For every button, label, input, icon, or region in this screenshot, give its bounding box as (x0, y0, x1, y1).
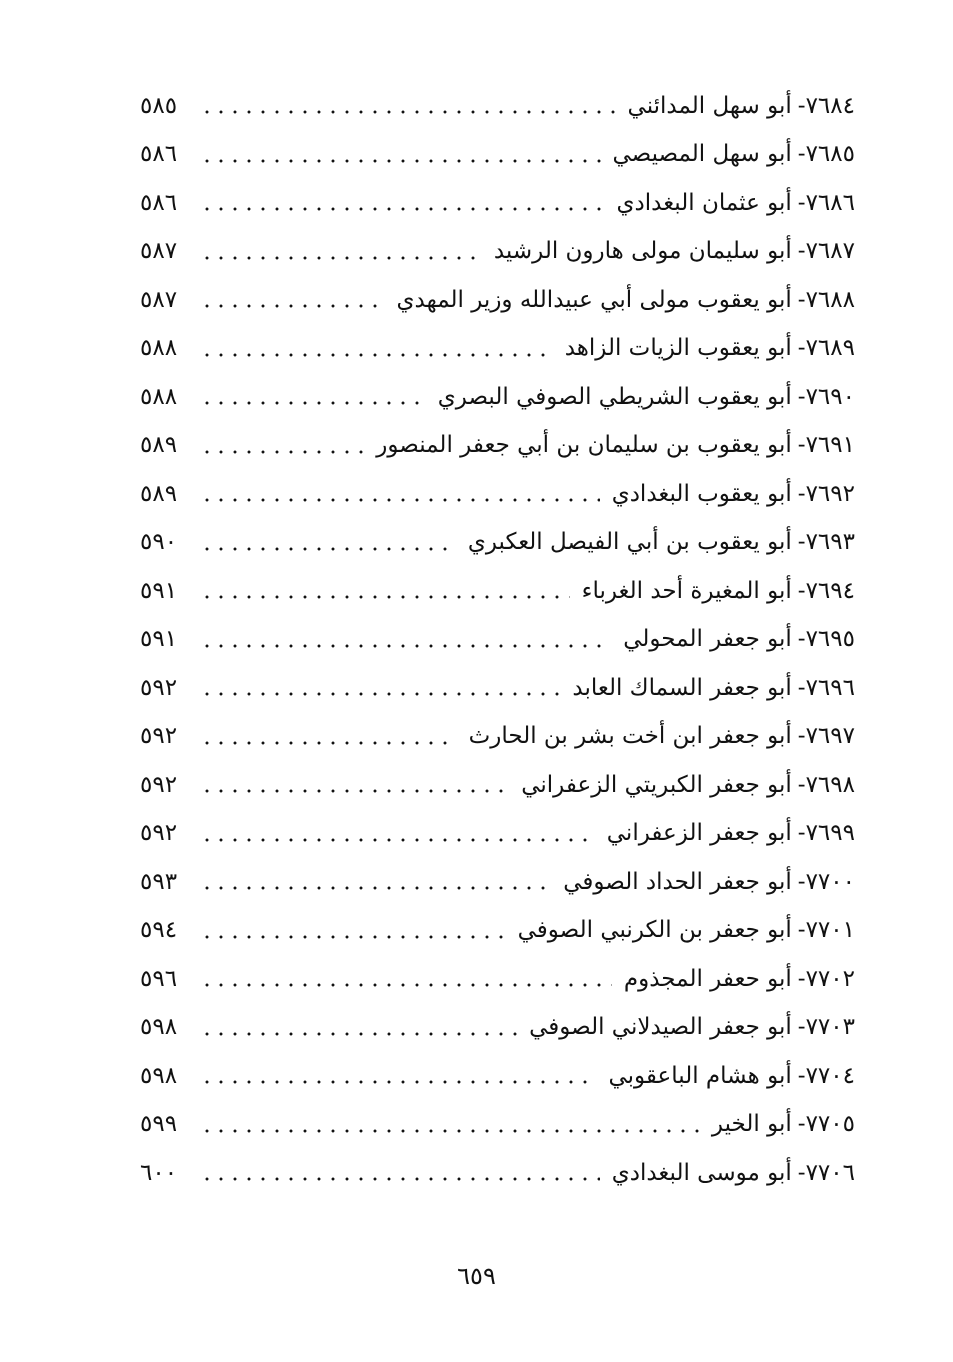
entry-page: ٥٨٨ (140, 335, 178, 362)
entry-page: ٥٨٧ (140, 286, 178, 313)
entry-page: ٥٩٠ (140, 529, 178, 556)
toc-entry (140, 761, 855, 810)
entry-number: ٧٧٠٦- (797, 1159, 855, 1186)
entry-number: ٧٦٩٠- (797, 383, 855, 410)
entry-number: ٧٦٩٨- (797, 771, 855, 798)
entry-page: ٥٩٨ (140, 1062, 178, 1089)
entry-page: ٥٩٨ (140, 1014, 178, 1041)
entry-number: ٧٦٩٢- (797, 480, 855, 507)
dot-leader (200, 1176, 600, 1182)
entry-number: ٧٦٨٥- (797, 141, 855, 168)
dot-leader (200, 1031, 517, 1037)
dot-leader (200, 158, 601, 164)
dot-leader (200, 303, 385, 309)
entry-title: أبو عثمان البغدادي (616, 189, 792, 216)
entry-title: أبو جعفر الصيدلاني الصوفي (529, 1014, 792, 1041)
entry-title: أبو جعفر ابن أخت بشر بن الحارث (468, 723, 792, 750)
entry-number: ٧٧٠٢- (797, 965, 855, 992)
toc-entry (140, 858, 855, 907)
entry-number: ٧٦٩١- (797, 432, 855, 459)
dot-leader (200, 400, 426, 406)
dot-leader (200, 497, 600, 503)
entry-page: ٥٩٤ (140, 917, 178, 944)
entry-number: ٧٦٩٧- (797, 723, 855, 750)
toc-entry (140, 1149, 855, 1198)
entry-title: أبو يعقوب البغدادي (611, 480, 792, 507)
dot-leader (200, 255, 482, 261)
table-of-contents (140, 82, 855, 1198)
dot-leader (200, 740, 457, 746)
toc-entry (140, 373, 855, 422)
dot-leader (200, 788, 509, 794)
entry-title: أبو يعقوب الزيات الزاهد (564, 335, 792, 362)
entry-page: ٦٠٠ (140, 1159, 178, 1186)
entry-page: ٥٨٦ (140, 141, 178, 168)
toc-entry (140, 519, 855, 568)
entry-title: أبو يعقوب بن أبي الفيصل العكبري (467, 529, 792, 556)
dot-leader (200, 837, 595, 843)
entry-number: ٧٧٠٤- (797, 1062, 855, 1089)
entry-page: ٥٨٩ (140, 480, 178, 507)
entry-number: ٧٦٩٩- (797, 820, 855, 847)
entry-number: ٧٦٩٥- (797, 626, 855, 653)
entry-title: أبو الخير (711, 1111, 792, 1138)
entry-number: ٧٧٠١- (797, 917, 855, 944)
entry-page: ٥٨٧ (140, 238, 178, 265)
dot-leader (200, 1128, 700, 1134)
toc-entry (140, 616, 855, 665)
toc-entry (140, 713, 855, 762)
dot-leader (200, 885, 551, 891)
toc-entry (140, 82, 855, 131)
entry-title: أبو موسى البغدادي (611, 1159, 792, 1186)
toc-entry (140, 325, 855, 374)
entry-title: أبو حعفر المجذوم (623, 965, 792, 992)
toc-entry (140, 810, 855, 859)
entry-title: أبو يعقوب الشريطي الصوفي البصري (437, 383, 792, 410)
toc-entry (140, 131, 855, 180)
entry-number: ٧٦٨٨- (797, 286, 855, 313)
entry-title: أبو يعقوب مولى أبي عبيدالله وزير المهدي (396, 286, 792, 313)
entry-page: ٥٩٢ (140, 771, 178, 798)
dot-leader (200, 1079, 596, 1085)
dot-leader (200, 934, 506, 940)
entry-title: أبو هشام الباعقوبي (608, 1062, 792, 1089)
entry-page: ٥٨٩ (140, 432, 178, 459)
entry-page: ٥٨٦ (140, 189, 178, 216)
entry-number: ٧٧٠٣- (797, 1014, 855, 1041)
toc-entry (140, 955, 855, 1004)
entry-page: ٥٩١ (140, 577, 178, 604)
toc-entry (140, 567, 855, 616)
entry-title: أبو سهل المصيصي (612, 141, 792, 168)
toc-entry (140, 179, 855, 228)
entry-title: أبو سليمان مولى هارون الرشيد (493, 238, 792, 265)
entry-number: ٧٦٩٤- (797, 577, 855, 604)
entry-title: أبو جعفر السماك العابد (572, 674, 792, 701)
entry-page: ٥٨٥ (140, 92, 178, 119)
dot-leader (200, 691, 560, 697)
entry-number: ٧٧٠٥- (797, 1111, 855, 1138)
entry-title: أبو جعفر الكبريتي الزعفراني (521, 771, 792, 798)
toc-entry (140, 470, 855, 519)
toc-entry (140, 1101, 855, 1150)
entry-page: ٥٩٢ (140, 674, 178, 701)
toc-entry (140, 1052, 855, 1101)
entry-title: أبو سهل المدائني (627, 92, 792, 119)
toc-entry (140, 422, 855, 471)
entry-page: ٥٩٢ (140, 723, 178, 750)
entry-title: أبو جعفر بن الكرنبي الصوفي (517, 917, 792, 944)
entry-title: أبو المغيرة أحد الغرباء (581, 577, 792, 604)
entry-page: ٥٩٣ (140, 868, 178, 895)
entry-page: ٥٩٩ (140, 1111, 178, 1138)
dot-leader (200, 643, 611, 649)
entry-page: ٥٩١ (140, 626, 178, 653)
dot-leader (200, 109, 616, 115)
entry-number: ٧٦٩٣- (797, 529, 855, 556)
entry-title: أبو يعقوب بن سليمان بن أبي جعفر المنصور (376, 432, 792, 459)
entry-page: ٥٩٦ (140, 965, 178, 992)
dot-leader (200, 206, 605, 212)
dot-leader (200, 982, 612, 988)
entry-number: ٧٦٨٤- (797, 92, 855, 119)
entry-title: أبو جعفر المحولي (623, 626, 792, 653)
entry-title: أبو جعفر الزعفراني (606, 820, 792, 847)
entry-page: ٥٨٨ (140, 383, 178, 410)
toc-entry (140, 276, 855, 325)
toc-entry (140, 228, 855, 277)
entry-number: ٧٧٠٠- (797, 868, 855, 895)
entry-number: ٧٦٨٩- (797, 335, 855, 362)
page-number: ٦٥٩ (457, 1262, 496, 1290)
entry-title: أبو جعفر الحداد الصوفي (563, 868, 792, 895)
entry-page: ٥٩٢ (140, 820, 178, 847)
entry-number: ٧٦٨٦- (797, 189, 855, 216)
dot-leader (200, 449, 364, 455)
dot-leader (200, 594, 570, 600)
toc-entry (140, 664, 855, 713)
toc-entry (140, 1004, 855, 1053)
dot-leader (200, 352, 553, 358)
entry-number: ٧٦٩٦- (797, 674, 855, 701)
dot-leader (200, 546, 456, 552)
toc-entry (140, 907, 855, 956)
entry-number: ٧٦٨٧- (797, 238, 855, 265)
